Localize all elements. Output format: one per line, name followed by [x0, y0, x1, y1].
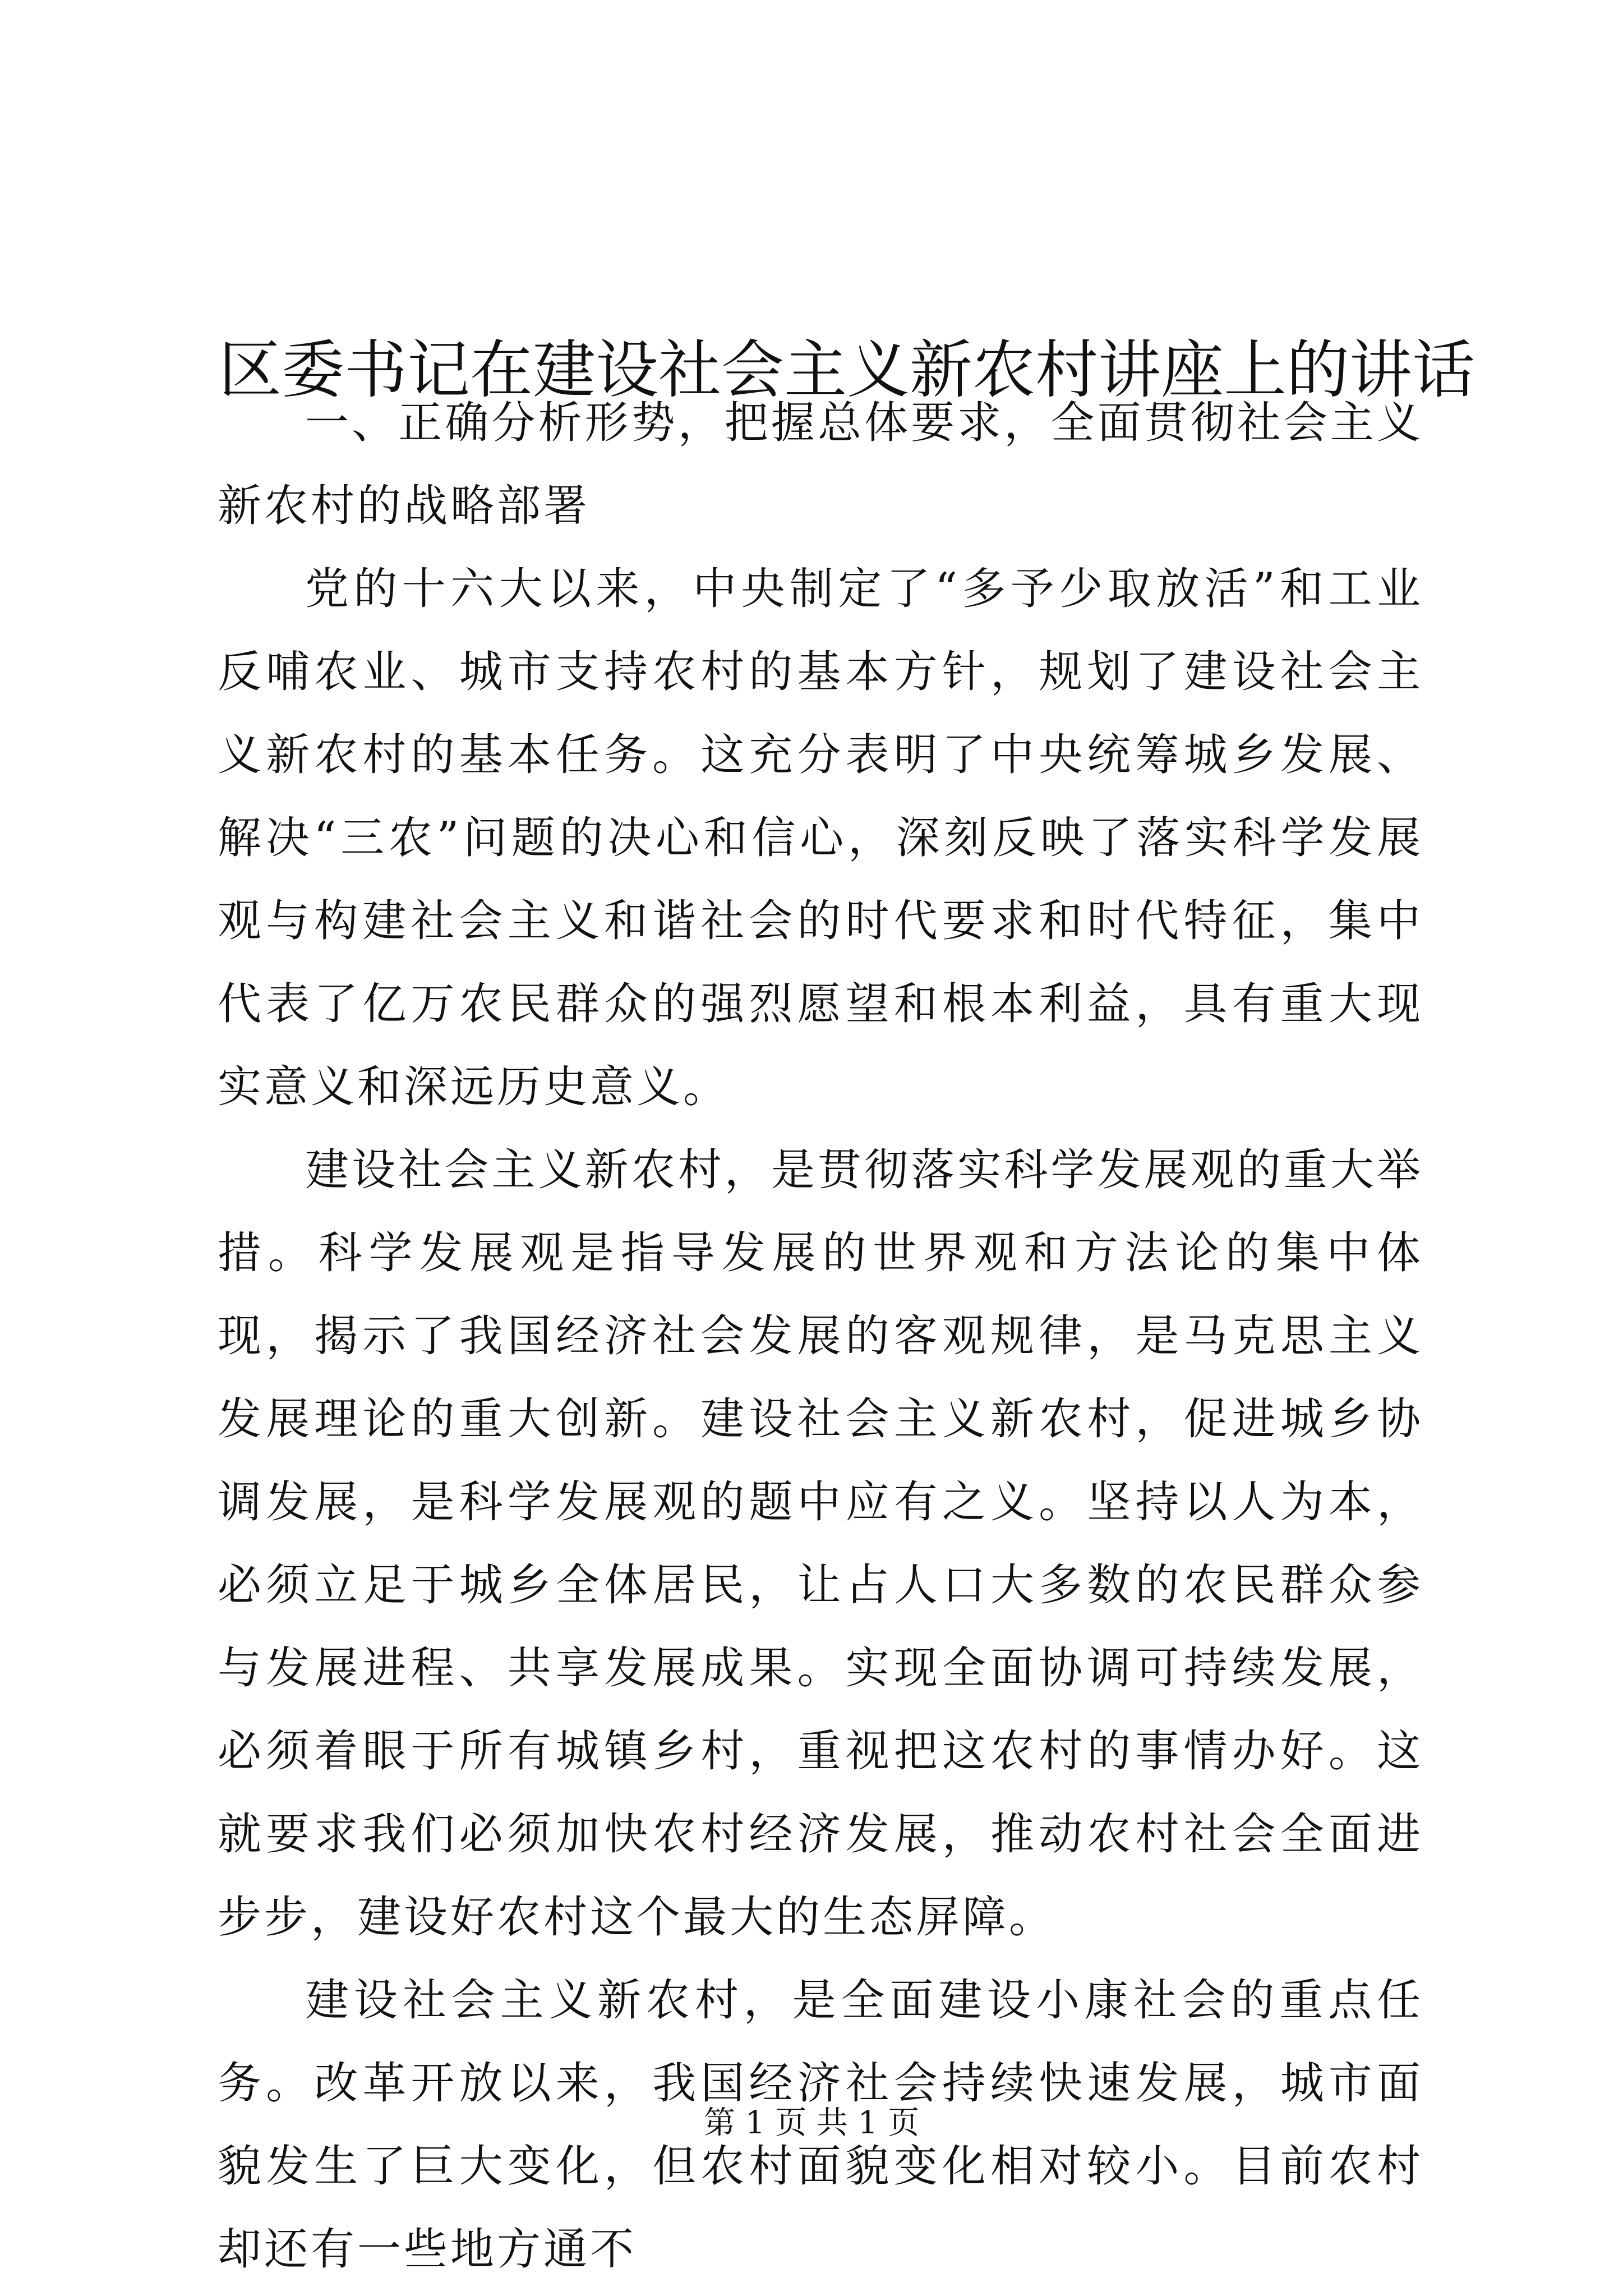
body-paragraph: 党的十六大以来，中央制定了“多予少取放活”和工业反哺农业、城市支持农村的基本方针，规划了建设社会主义新农村的基本任务。这充分表明了中央统筹城乡发展、解决“三农”问题的决心和信心，深刻反映了落实科学发展观与构建社会主义和谐社会的时代要求和时代特征，集中代表了亿万农民群众的强烈愿望和根本利益，具有重大现实意义和深远历史意义。: [218, 564, 1423, 1112]
body-paragraph: 建设社会主义新农村，是贯彻落实科学发展观的重大举措。科学发展观是指导发展的世界观和方法论的集中体现，揭示了我国经济社会发展的客观规律，是马克思主义发展理论的重大创新。建设社会主义新农村，促进城乡协调发展，是科学发展观的题中应有之义。坚持以人为本，必须立足于城乡全体居民，让占人口大多数的农民群众参与发展进程、共享发展成果。实现全面协调可持续发展，必须着眼于所有城镇乡村，重视把这农村的事情办好。这就要求我们必须加快农村经济发展，推动农村社会全面进步步，建设好农村这个最大的生态屏障。: [218, 1145, 1423, 1943]
page-number-footer: 第 1 页 共 1 页: [703, 2105, 920, 2141]
body-paragraph: 建设社会主义新农村，是全面建设小康社会的重点任务。改革开放以来，我国经济社会持续快速发展，城市面貌发生了巨大变化，但农村面貌变化相对较小。目前农村却还有一些地方通不: [218, 1975, 1423, 2275]
document-body: [218, 381, 1423, 2291]
document-title: 区委书记在建设社会主义新农村讲座上的讲话: [219, 334, 1475, 407]
section-heading: 一、正确分析形势，把握总体要求，全面贯彻社会主义新农村的战略部署: [218, 398, 1423, 531]
